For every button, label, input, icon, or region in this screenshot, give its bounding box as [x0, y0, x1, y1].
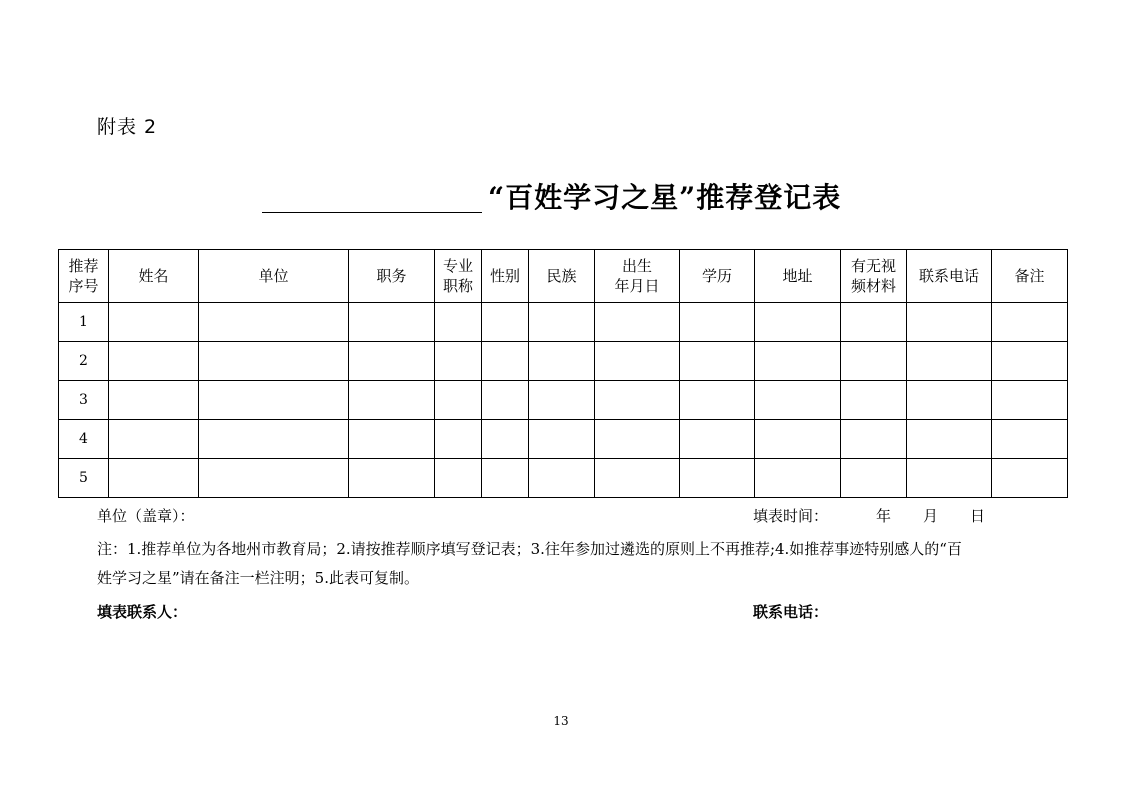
- empty-cell[interactable]: [907, 381, 992, 420]
- empty-cell[interactable]: [992, 342, 1068, 381]
- appendix-label: 附表 2: [97, 116, 158, 138]
- column-header-text: 职称: [442, 277, 473, 295]
- month-label: 月: [923, 507, 939, 525]
- empty-cell[interactable]: [595, 381, 680, 420]
- empty-cell[interactable]: [109, 420, 199, 459]
- empty-cell[interactable]: [199, 459, 349, 498]
- column-header-text: 序号: [68, 277, 99, 295]
- empty-cell[interactable]: [992, 381, 1068, 420]
- table-row: [59, 459, 1068, 498]
- empty-cell[interactable]: [349, 381, 435, 420]
- empty-cell[interactable]: [529, 381, 595, 420]
- empty-cell[interactable]: [435, 342, 482, 381]
- empty-cell[interactable]: [841, 303, 907, 342]
- empty-cell[interactable]: [841, 381, 907, 420]
- table-row: [59, 342, 1068, 381]
- empty-cell[interactable]: [680, 459, 755, 498]
- column-header-text: 专业: [442, 257, 473, 275]
- column-header: [680, 250, 755, 303]
- empty-cell[interactable]: [992, 303, 1068, 342]
- empty-cell[interactable]: [680, 303, 755, 342]
- empty-cell[interactable]: [482, 381, 529, 420]
- row-number: 4: [59, 420, 109, 459]
- column-header-text: 地址: [782, 267, 813, 285]
- column-header: [199, 250, 349, 303]
- column-header-text: 出生: [621, 257, 652, 275]
- empty-cell[interactable]: [755, 381, 841, 420]
- column-header: [349, 250, 435, 303]
- row-number: 5: [59, 459, 109, 498]
- empty-cell[interactable]: [595, 459, 680, 498]
- table-row: [59, 303, 1068, 342]
- empty-cell[interactable]: [680, 381, 755, 420]
- column-header-text: 备注: [1014, 267, 1045, 285]
- form-title: “百姓学习之星”推荐登记表: [488, 181, 842, 214]
- empty-cell[interactable]: [907, 342, 992, 381]
- empty-cell[interactable]: [755, 342, 841, 381]
- empty-cell[interactable]: [992, 420, 1068, 459]
- registration-table: [58, 249, 1068, 498]
- empty-cell[interactable]: [755, 459, 841, 498]
- empty-cell[interactable]: [529, 459, 595, 498]
- column-header: [482, 250, 529, 303]
- empty-cell[interactable]: [199, 420, 349, 459]
- empty-cell[interactable]: [595, 303, 680, 342]
- empty-cell[interactable]: [595, 342, 680, 381]
- column-header: [59, 250, 109, 303]
- empty-cell[interactable]: [349, 459, 435, 498]
- row-number: 2: [59, 342, 109, 381]
- empty-cell[interactable]: [755, 303, 841, 342]
- contact-phone-label: 联系电话：: [753, 603, 829, 621]
- contact-person-label: 填表联系人：: [97, 603, 188, 621]
- empty-cell[interactable]: [907, 303, 992, 342]
- empty-cell[interactable]: [435, 459, 482, 498]
- table-row: [59, 381, 1068, 420]
- fill-time-label: 填表时间：: [753, 507, 829, 525]
- empty-cell[interactable]: [680, 342, 755, 381]
- empty-cell[interactable]: [595, 420, 680, 459]
- column-header-text: 年月日: [614, 277, 660, 295]
- row-number: 1: [59, 303, 109, 342]
- empty-cell[interactable]: [841, 342, 907, 381]
- empty-cell[interactable]: [841, 420, 907, 459]
- column-header: [109, 250, 199, 303]
- table-row: [59, 420, 1068, 459]
- empty-cell[interactable]: [435, 303, 482, 342]
- column-header: [907, 250, 992, 303]
- empty-cell[interactable]: [199, 381, 349, 420]
- column-header-text: 频材料: [850, 277, 896, 295]
- empty-cell[interactable]: [199, 342, 349, 381]
- column-header-text: 有无视: [850, 257, 896, 275]
- column-header: [529, 250, 595, 303]
- column-header: [595, 250, 680, 303]
- fill-time: [753, 505, 985, 526]
- column-header: [435, 250, 482, 303]
- empty-cell[interactable]: [529, 342, 595, 381]
- empty-cell[interactable]: [435, 420, 482, 459]
- column-header-text: 民族: [546, 267, 577, 285]
- empty-cell[interactable]: [755, 420, 841, 459]
- header-row: [59, 250, 1068, 303]
- empty-cell[interactable]: [109, 303, 199, 342]
- empty-cell[interactable]: [109, 381, 199, 420]
- title-blank-line: [262, 212, 482, 213]
- empty-cell[interactable]: [841, 459, 907, 498]
- empty-cell[interactable]: [349, 420, 435, 459]
- column-header-text: 推荐: [68, 257, 99, 275]
- column-header-text: 联系电话: [918, 267, 979, 285]
- note-line-1: 注：1.推荐单位为各地州市教育局；2.请按推荐顺序填写登记表；3.往年参加过遴选的原则上不再推荐;4.如推荐事迹特别感人的“百: [97, 540, 962, 558]
- empty-cell[interactable]: [109, 459, 199, 498]
- empty-cell[interactable]: [529, 303, 595, 342]
- column-header: [841, 250, 907, 303]
- empty-cell[interactable]: [482, 420, 529, 459]
- column-header-text: 单位: [258, 267, 289, 285]
- note-line-2: 姓学习之星”请在备注一栏注明；5.此表可复制。: [97, 569, 419, 587]
- column-header-text: 性别: [489, 267, 520, 285]
- column-header-text: 职务: [376, 267, 407, 285]
- empty-cell[interactable]: [199, 303, 349, 342]
- empty-cell[interactable]: [435, 381, 482, 420]
- empty-cell[interactable]: [349, 303, 435, 342]
- empty-cell[interactable]: [349, 342, 435, 381]
- empty-cell[interactable]: [907, 459, 992, 498]
- empty-cell[interactable]: [680, 420, 755, 459]
- unit-seal-label: 单位（盖章）：: [97, 507, 195, 525]
- empty-cell[interactable]: [992, 459, 1068, 498]
- empty-cell[interactable]: [482, 459, 529, 498]
- empty-cell[interactable]: [482, 342, 529, 381]
- empty-cell[interactable]: [109, 342, 199, 381]
- empty-cell[interactable]: [482, 303, 529, 342]
- year-label: 年: [876, 507, 892, 525]
- row-number: 3: [59, 381, 109, 420]
- empty-cell[interactable]: [907, 420, 992, 459]
- column-header-text: 学历: [701, 267, 732, 285]
- column-header-text: 姓名: [138, 267, 169, 285]
- column-header: [992, 250, 1068, 303]
- day-label: 日: [970, 507, 986, 525]
- page-number: 13: [553, 714, 569, 728]
- empty-cell[interactable]: [529, 420, 595, 459]
- table-body: [59, 303, 1068, 498]
- column-header: [755, 250, 841, 303]
